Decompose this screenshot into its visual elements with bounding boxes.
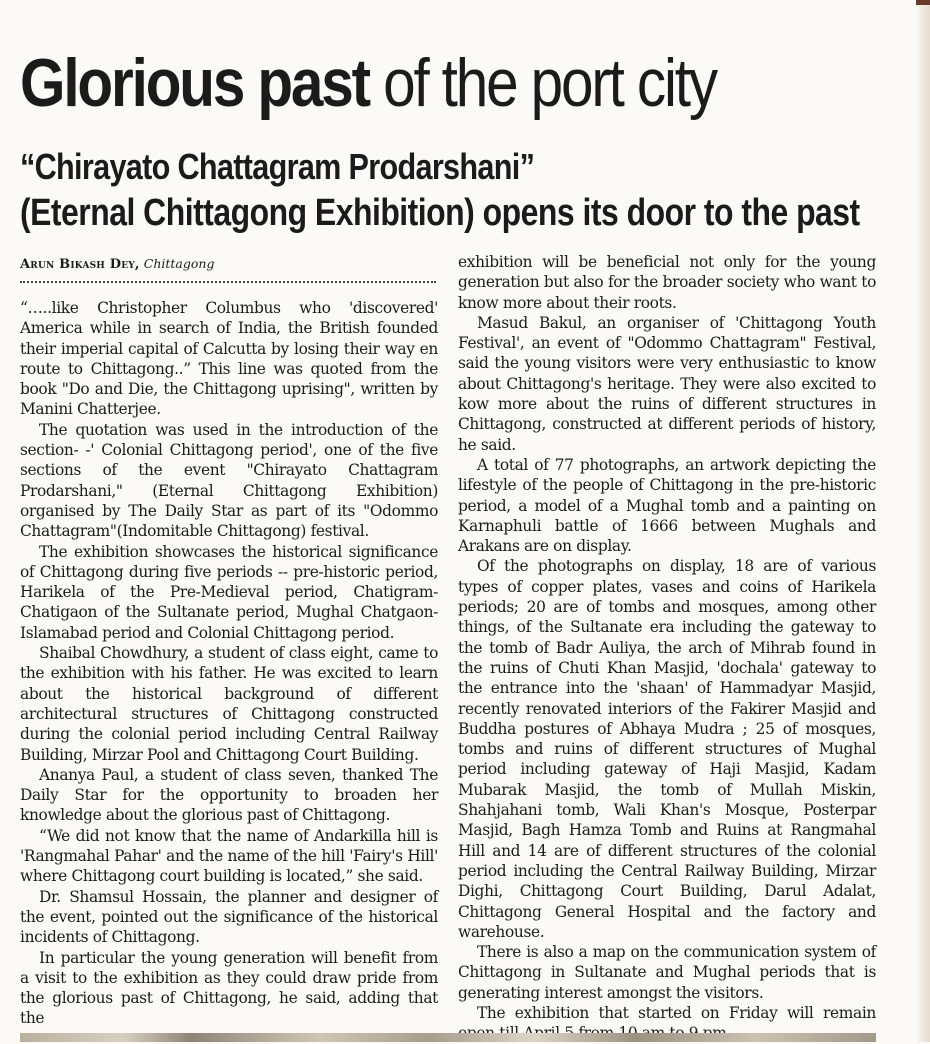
byline-location: Chittagong (143, 256, 215, 271)
paragraph: Dr. Shamsul Hossain, the planner and designer of the event, pointed out the significance of the historical incidents of Chittagong. (20, 887, 438, 947)
article-column-right (458, 252, 876, 1044)
paragraph: In particular the young generation will benefit from a visit to the exhibition as they could draw pride from the glorious past of Chittagong, he said, adding that the (20, 948, 438, 1028)
page-edge (916, 0, 930, 1042)
paragraph: Of the photographs on display, 18 are of various types of copper plates, vases and coins of Harikela periods; 20 are of tombs and mosques, among other things, of the Sultanate era including the gateway to the tomb of Badr Auliya, the arch of Mihrab found in the ruins of Chuti Khan Masjid, 'dochala' gateway to the entrance into the 'shaan' of Hammadyar Masjid, recently renovated interiors of the Fakirer Masjid and Buddha postures of Abhaya Mudra ; 25 of mosques, tombs and ruins of different structures of Mughal period including gateway of Haji Masjid, Kadam Mubarak Masjid, the tomb of Mullah Miskin, Shahjahani tomb, Wali Khan's Mosque, Posterpar Masjid, Bagh Hamza Tomb and Ruins at Rangmahal Hill and 14 are of different structures of the colonial period including the Central Railway Building, Mirzar Dighi, Chittagong Court Building, Darul Adalat, Chittagong General Hospital and the factory and warehouse. (458, 557, 876, 941)
article-column-left (20, 298, 438, 1029)
paragraph: The exhibition that started on Friday will remain (477, 1003, 876, 1022)
paragraph: Masud Bakul, an organiser of 'Chittagong Youth Festival', an event of "Odommo Chattagram" Festival, said the young visitors were very enthusiastic to know about Chittagong's heritage. They were also excited to kow more about the ruins of different structures in Chittagong, constructed at different periods of history, he said. (458, 313, 876, 454)
headline-rest: of the port city (368, 45, 716, 121)
paragraph: Ananya Paul, a student of class seven, thanked The Daily Star for the opportunity to broaden her knowledge about the glorious past of Chittagong. (20, 765, 438, 825)
byline (20, 255, 214, 274)
corner-mark (916, 0, 930, 5)
paragraph: Shaibal Chowdhury, a student of class eight, came to the exhibition with his father. He was excited to learn about the historical background of different architectural structures of Chittagong constructed during the colonial period including Central Railway Building, Mirzar Pool and Chittagong Court Building. (20, 644, 438, 764)
paragraph: “We did not know that the name of Andarkilla hill is 'Rangmahal Pahar' and the name of the hill 'Fairy's Hill' where Chittagong court building is located,” she said. (20, 826, 438, 886)
paragraph: The exhibition showcases the historical significance of Chittagong during five periods -- pre-historic period, Harikela of the Pre-Medieval period, Chatigram-Chatigaon of the Sultanate period, Mughal Chatgaon-Islamabad period and Colonial Chittagong period. (20, 542, 438, 642)
paragraph: “…..like Christopher Columbus who 'discovered' America while in search of India, the British founded their imperial capital of Calcutta by losing their way en route to Chittagong..” This line was quoted from the book "Do and Die, the Chittagong uprising", written by Manini Chatterjee. (20, 299, 438, 419)
dotted-divider (20, 281, 436, 283)
subheadline-primary: “Chirayato Chattagram Prodarshani” (20, 146, 535, 187)
paragraph: The quotation was used in the introduction of the section- -' Colonial Chittagong period', one of the five sections of the event "Chirayato Chattagram Prodarshani," (Eternal Chittagong Exhibition) organised by The Daily Star as part of its "Odommo Chattagram"(Indomitable Chittagong) festival. (20, 420, 438, 541)
photo-strip (20, 1033, 876, 1042)
headline (20, 46, 777, 121)
paragraph: There is also a map on the communication system of Chittagong in Sultanate and Mughal periods that is generating interest amongst the visitors. (458, 943, 876, 1002)
paragraph: exhibition will be beneficial not only for the young generation but also for the broader society who want to know more about their roots. (458, 253, 876, 312)
subheadline-secondary: (Eternal Chittagong Exhibition) opens its door to the past (20, 192, 860, 234)
paragraph: A total of 77 photographs, an artwork depicting the lifestyle of the people of Chittagong in the pre-historic period, a model of a Mughal tomb and a painting on Karnaphuli battle of 1666 between Mughals and Arakans are on display. (458, 455, 876, 556)
headline-bold: Glorious past (20, 45, 369, 121)
byline-author: Arun Bikash Dey, (20, 257, 140, 272)
